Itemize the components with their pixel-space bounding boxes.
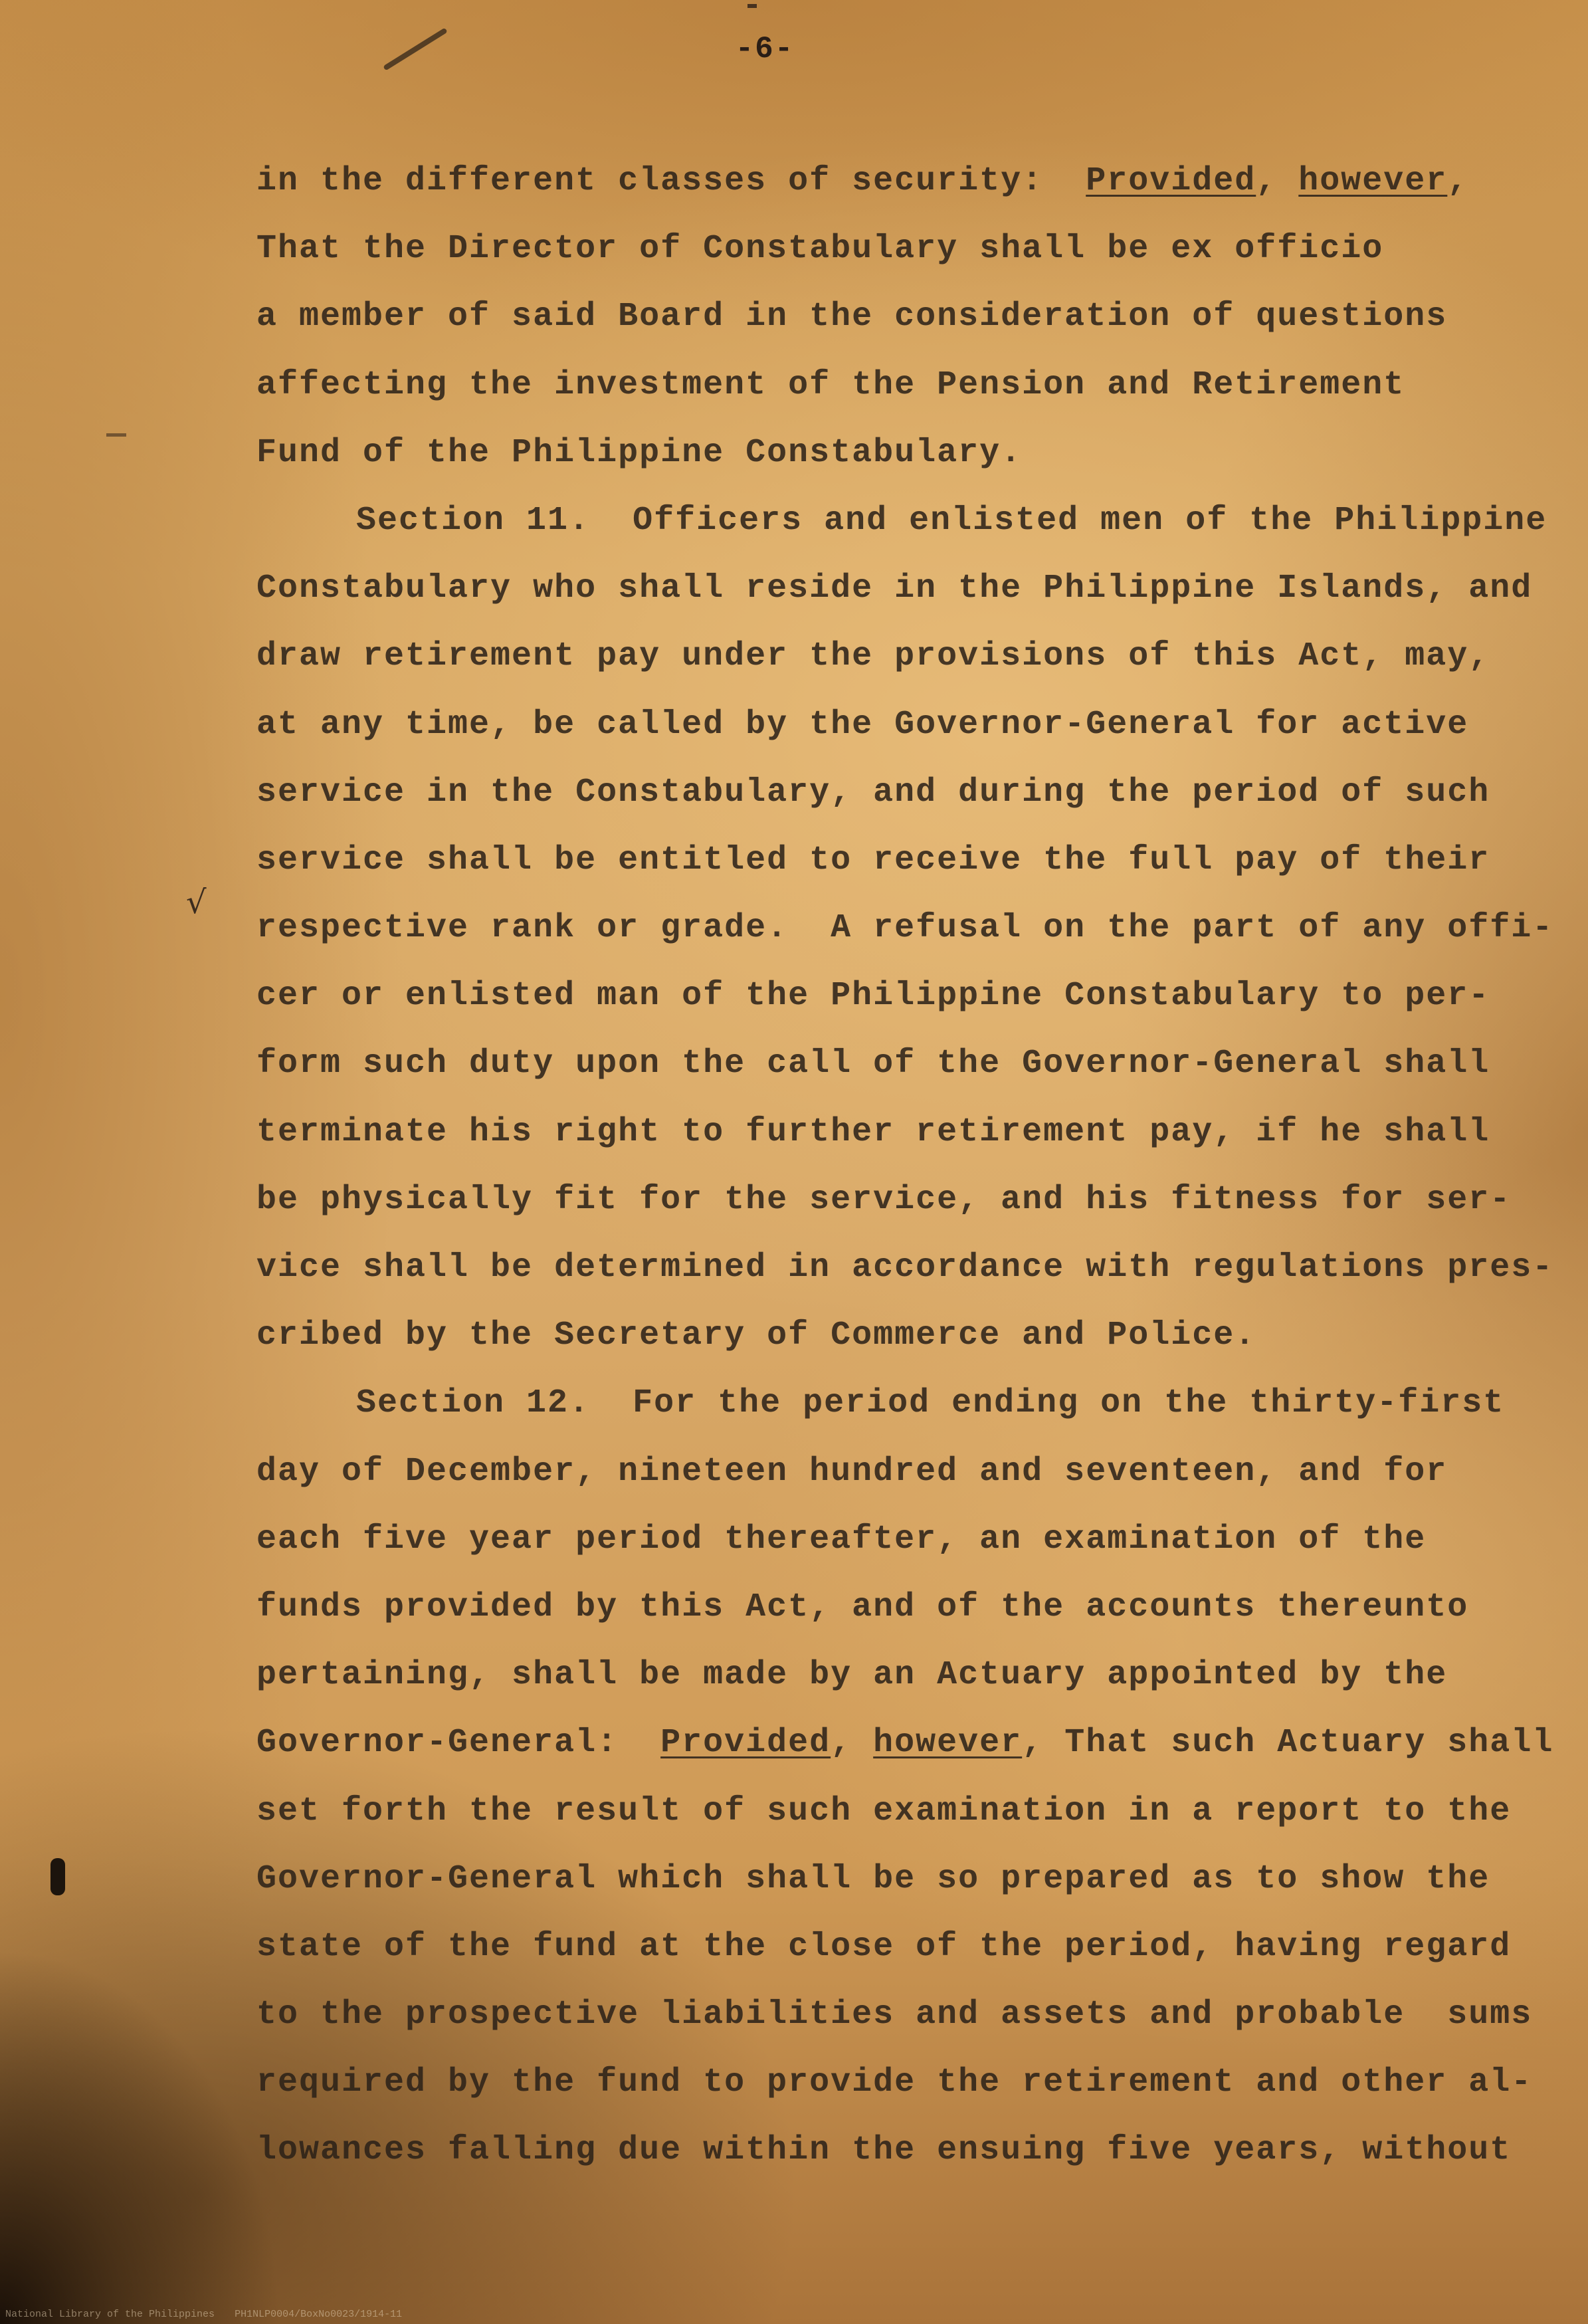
text-segment: Governor-General: [256, 1724, 661, 1762]
text-line [256, 1234, 1554, 1302]
text-segment: cer or enlisted man of the Philippine Constabulary to per- [256, 977, 1490, 1015]
text-segment: required by the fund to provide the retirement and other al- [256, 2063, 1533, 2102]
text-line [256, 895, 1554, 962]
text-segment: Constabulary who shall reside in the Philippine Islands, and [256, 570, 1533, 608]
text-line [256, 1981, 1533, 2049]
text-line [256, 148, 1506, 215]
text-segment: state of the fund at the close of the period, having regard [256, 1927, 1512, 1966]
text-line [256, 2117, 1512, 2184]
ink-blot [50, 1858, 65, 1895]
text-segment: day of December, nineteen hundred and seventeen, and for [256, 1452, 1448, 1491]
underlined-word: however [1298, 162, 1448, 200]
text-segment: , [1256, 162, 1299, 200]
text-segment: That the Director of Constabulary shall be ex officio [256, 230, 1384, 268]
text-line [256, 419, 1506, 487]
margin-check-mark: √ [186, 884, 207, 921]
text-segment: service shall be entitled to receive the full pay of their [256, 841, 1490, 879]
text-segment: Fund of the Philippine Constabulary. [256, 433, 1023, 472]
text-line [256, 1166, 1512, 1234]
text-segment: respective rank or grade. A refusal on the part of any offi- [256, 909, 1554, 948]
text-segment: service in the Constabulary, and during the period of such [256, 773, 1490, 811]
margin-dash [106, 433, 126, 437]
text-segment: affecting the investment of the Pension and Retirement [256, 366, 1405, 404]
text-segment: form such duty upon the call of the Governor-General shall [256, 1045, 1490, 1083]
typed-text-body [256, 148, 1554, 2185]
text-segment: Section 12. For the period ending on the thirty-first [356, 1384, 1505, 1423]
text-segment: vice shall be determined in accordance with regulations pres- [256, 1249, 1554, 1287]
text-segment: Section 11. Officers and enlisted men of the Philippine [356, 501, 1547, 540]
text-segment: at any time, be called by the Governor-General for active [256, 705, 1469, 744]
text-line [256, 1641, 1506, 1709]
text-segment: set forth the result of such examination in a report to the [256, 1792, 1512, 1830]
text-line [256, 283, 1506, 351]
text-line [256, 623, 1506, 690]
text-segment: , [1447, 162, 1469, 200]
text-line [256, 1846, 1506, 1913]
text-segment: Governor-General which shall be so prepared as to show the [256, 1859, 1490, 1898]
text-line [256, 1778, 1512, 1846]
text-segment: , [831, 1724, 874, 1762]
footer-library: National Library of the Philippines [5, 2309, 215, 2320]
text-segment: lowances falling due within the ensuing five years, without [256, 2131, 1512, 2170]
text-segment: funds provided by this Act, and of the accounts thereunto [256, 1588, 1469, 1626]
text-line [256, 215, 1506, 283]
archive-footer [5, 2309, 1580, 2320]
text-line [256, 1099, 1506, 1166]
footer-reference: PH1NLP0004/BoxNo0023/1914-11 [235, 2309, 403, 2320]
text-segment: be physically fit for the service, and his fitness for ser- [256, 1180, 1512, 1219]
ink-tick [747, 4, 757, 8]
underlined-word: Provided [660, 1724, 831, 1762]
text-segment: to the prospective liabilities and assets and probable sums [256, 1996, 1533, 2034]
page-number: -6- [735, 32, 795, 66]
ink-stroke [383, 27, 448, 70]
text-line [256, 962, 1506, 1030]
text-segment: each five year period thereafter, an examination of the [256, 1520, 1427, 1558]
text-line [256, 1438, 1506, 1506]
text-line [256, 827, 1506, 895]
text-line [256, 1913, 1512, 1981]
text-line [256, 1370, 1506, 1437]
text-segment: cribed by the Secretary of Commerce and Police. [256, 1317, 1256, 1355]
text-segment: terminate his right to further retirement pay, if he shall [256, 1112, 1490, 1151]
text-line [256, 759, 1506, 827]
text-line [256, 1506, 1506, 1574]
text-segment: pertaining, shall be made by an Actuary appointed by the [256, 1656, 1448, 1695]
text-line [256, 1302, 1506, 1370]
text-line [256, 352, 1506, 419]
text-line [256, 691, 1506, 759]
text-line [256, 1030, 1506, 1098]
text-segment: , That such Actuary shall [1022, 1724, 1554, 1762]
text-line [256, 2049, 1533, 2117]
text-line [256, 1709, 1554, 1777]
text-line [256, 1574, 1506, 1641]
text-line [256, 487, 1547, 555]
underlined-word: however [873, 1724, 1023, 1762]
text-segment: a member of said Board in the consideration of questions [256, 298, 1448, 336]
text-segment: in the different classes of security: [256, 162, 1086, 200]
text-segment: draw retirement pay under the provisions of this Act, may, [256, 637, 1490, 676]
underlined-word: Provided [1086, 162, 1256, 200]
text-line [256, 555, 1533, 623]
